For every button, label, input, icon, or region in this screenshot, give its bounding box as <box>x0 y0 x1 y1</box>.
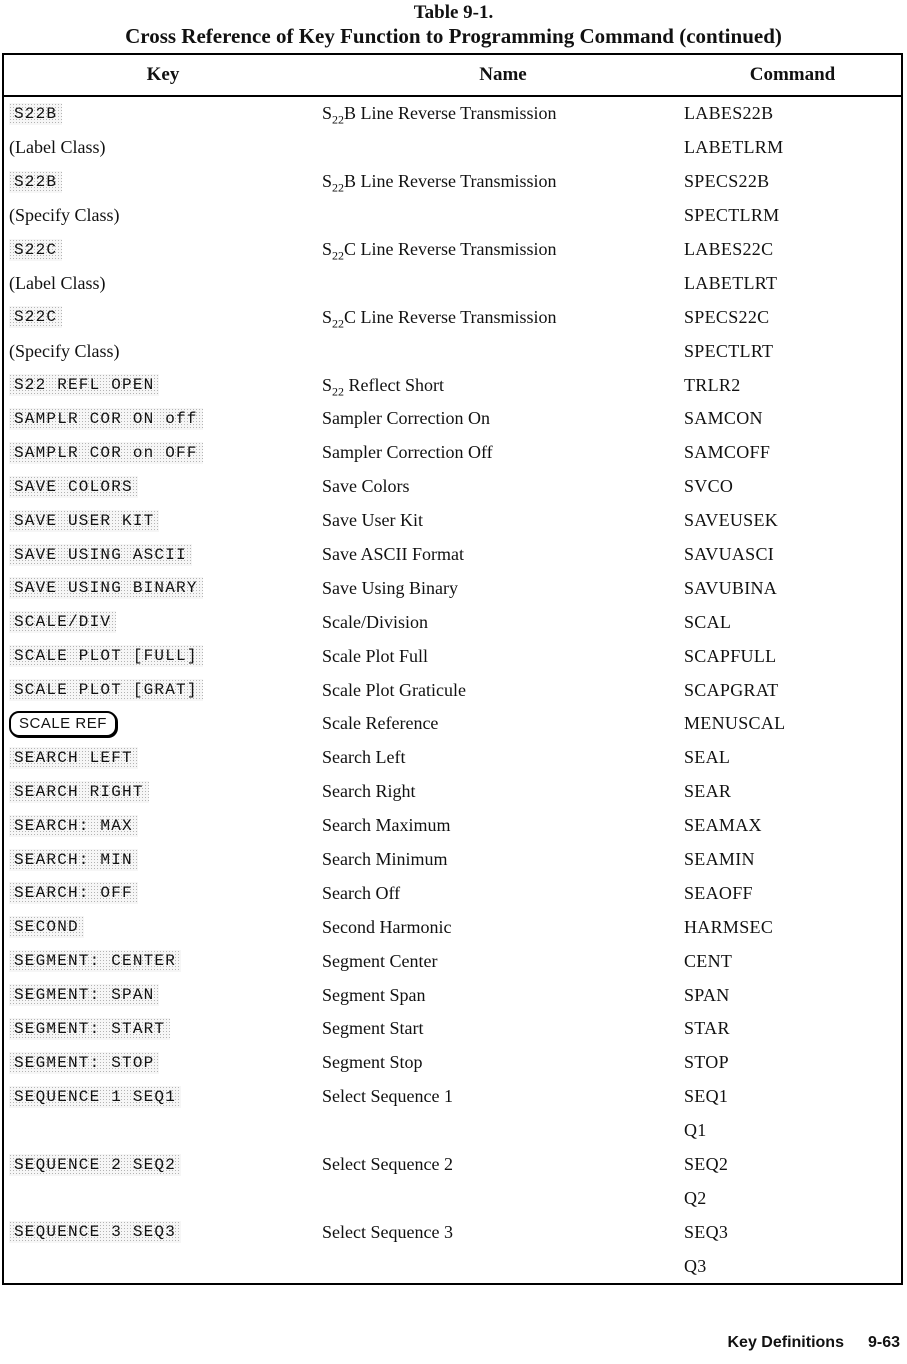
name-text: Select Sequence 1 <box>322 1086 453 1107</box>
key-label: SCALE/DIV <box>9 611 116 633</box>
footer-page-number: 9-63 <box>867 1334 900 1351</box>
key-cell <box>4 950 322 972</box>
key-cell <box>4 747 322 769</box>
table-row <box>4 266 901 300</box>
name-text: Segment Start <box>322 1018 424 1039</box>
table-row <box>4 843 901 877</box>
command-cell <box>684 781 901 802</box>
command-cell <box>684 646 901 667</box>
command-text: MENUSCAL <box>684 713 786 734</box>
page-footer <box>728 1334 901 1352</box>
key-label: SEGMENT: START <box>9 1018 170 1040</box>
key-cell <box>4 1018 322 1040</box>
command-cell <box>684 1052 901 1073</box>
name-text: S <box>322 306 333 327</box>
command-text: STOP <box>684 1052 729 1073</box>
key-cell <box>4 205 322 226</box>
key-cell <box>4 645 322 667</box>
name-text: Select Sequence 2 <box>322 1154 453 1175</box>
name-cell <box>322 883 684 904</box>
table-row <box>4 571 901 605</box>
name-cell <box>322 1052 684 1073</box>
command-cell <box>684 171 901 192</box>
name-cell <box>322 1222 684 1243</box>
column-header-command: Command <box>749 64 836 85</box>
command-cell <box>684 476 901 497</box>
key-label: SECOND <box>9 916 84 938</box>
name-text: Save Using Binary <box>322 577 458 598</box>
key-label: SEQUENCE 3 SEQ3 <box>9 1221 181 1243</box>
column-header-key: Key <box>146 64 180 85</box>
table-row <box>4 470 901 504</box>
footer-section-title: Key Definitions <box>727 1334 844 1351</box>
command-text: SEAL <box>684 747 731 768</box>
table-row <box>4 673 901 707</box>
name-text: Segment Span <box>322 984 426 1005</box>
command-text: SVCO <box>684 476 734 497</box>
name-cell <box>322 951 684 972</box>
key-cell <box>4 711 322 737</box>
name-cell <box>322 1018 684 1039</box>
cross-reference-table <box>2 53 903 1285</box>
name-cell <box>322 747 684 768</box>
name-text: Scale Plot Graticule <box>322 679 466 700</box>
name-text-post: C Line Reverse Transmission <box>344 239 557 259</box>
table-row <box>4 233 901 267</box>
command-text: SPAN <box>684 984 730 1005</box>
key-cell <box>4 611 322 633</box>
command-cell <box>684 747 901 768</box>
command-cell <box>684 1086 901 1107</box>
key-cell <box>4 1086 322 1108</box>
key-cell <box>4 408 322 430</box>
name-cell <box>322 476 684 497</box>
name-text: Search Maximum <box>322 815 451 836</box>
key-label: SEQUENCE 2 SEQ2 <box>9 1154 181 1176</box>
key-label: SAMPLR COR on OFF <box>9 442 203 464</box>
key-label: SAVE USER KIT <box>9 510 159 532</box>
key-label: SCALE PLOT [FULL] <box>9 645 203 667</box>
name-subscript: 22 <box>332 248 345 263</box>
command-cell <box>684 713 901 734</box>
key-label: SAMPLR COR ON off <box>9 408 203 430</box>
table-row <box>4 334 901 368</box>
table-row <box>4 368 901 402</box>
table-row <box>4 910 901 944</box>
name-cell <box>322 239 684 263</box>
command-cell <box>684 1256 901 1277</box>
key-label: (Label Class) <box>9 137 106 158</box>
command-text: Q2 <box>684 1187 707 1208</box>
command-text: SCAL <box>684 611 732 632</box>
command-text: SPECS22B <box>684 171 770 192</box>
table-row <box>4 1046 901 1080</box>
command-cell <box>684 273 901 294</box>
name-text: Search Minimum <box>322 849 448 870</box>
name-text-post: B Line Reverse Transmission <box>344 171 557 192</box>
name-text: Save Colors <box>322 476 410 497</box>
command-cell <box>684 408 901 429</box>
command-cell <box>684 239 901 260</box>
command-cell <box>684 307 901 328</box>
name-cell <box>322 985 684 1006</box>
command-text: SEQ1 <box>684 1086 729 1107</box>
command-cell <box>684 680 901 701</box>
name-text: Search Off <box>322 882 401 903</box>
table-row <box>4 97 901 131</box>
key-label: S22 REFL OPEN <box>9 374 159 396</box>
command-text: SEAR <box>684 781 732 802</box>
command-text: SCAPGRAT <box>684 679 779 700</box>
command-cell <box>684 1222 901 1243</box>
command-text: SEAOFF <box>684 882 753 903</box>
command-cell <box>684 815 901 836</box>
table-row <box>4 504 901 538</box>
table-row <box>4 300 901 334</box>
name-cell <box>322 103 684 128</box>
name-cell <box>322 849 684 870</box>
key-cell <box>4 849 322 871</box>
command-cell <box>684 985 901 1006</box>
command-text: SAMCON <box>684 408 763 429</box>
key-cell <box>4 341 322 362</box>
name-text-post: C Line Reverse Transmission <box>344 306 557 327</box>
command-text: SPECTLRT <box>684 340 774 361</box>
key-label: (Label Class) <box>9 272 106 293</box>
name-text: Segment Center <box>322 950 438 971</box>
command-text: CENT <box>684 950 733 971</box>
key-label: SCALE PLOT [GRAT] <box>9 679 203 701</box>
command-text: LABETLRM <box>684 137 784 158</box>
table-row <box>4 1249 901 1283</box>
table-row <box>4 165 901 199</box>
table-row <box>4 131 901 165</box>
command-text: SAVUASCI <box>684 544 775 565</box>
name-cell <box>322 612 684 633</box>
command-text: SEAMIN <box>684 849 755 870</box>
name-cell <box>322 1086 684 1107</box>
key-label: SEARCH LEFT <box>9 747 138 769</box>
table-row <box>4 1080 901 1114</box>
table-row <box>4 1148 901 1182</box>
command-text: LABES22B <box>684 103 774 124</box>
name-subscript: 22 <box>332 316 345 331</box>
command-text: STAR <box>684 1018 730 1039</box>
name-cell <box>322 374 684 399</box>
command-cell <box>684 442 901 463</box>
command-text: HARMSEC <box>684 916 774 937</box>
key-cell <box>4 577 322 599</box>
command-text: SPECS22C <box>684 306 770 327</box>
table-row <box>4 436 901 470</box>
key-cell <box>4 882 322 904</box>
command-text: SAMCOFF <box>684 442 771 463</box>
table-row <box>4 1012 901 1046</box>
name-subscript: 22 <box>332 384 345 399</box>
command-text: SAVEUSEK <box>684 510 779 531</box>
key-label: SEGMENT: SPAN <box>9 984 159 1006</box>
command-cell <box>684 1154 901 1175</box>
name-cell <box>322 544 684 565</box>
command-cell <box>684 1018 901 1039</box>
key-cell <box>4 442 322 464</box>
key-cell <box>4 476 322 498</box>
name-text: S <box>322 239 333 259</box>
command-cell <box>684 341 901 362</box>
key-label: SEARCH: MIN <box>9 849 138 871</box>
name-cell <box>322 442 684 463</box>
name-text: Save ASCII Format <box>322 544 464 565</box>
name-cell <box>322 510 684 531</box>
command-cell <box>684 1188 901 1209</box>
command-text: Q3 <box>684 1255 707 1276</box>
command-text: SEQ2 <box>684 1154 729 1175</box>
name-text: S <box>322 374 333 395</box>
key-cell <box>4 374 322 396</box>
key-label: SCALE REF <box>9 711 117 737</box>
command-cell <box>684 849 901 870</box>
table-row <box>4 944 901 978</box>
name-text: Scale Reference <box>322 713 439 734</box>
name-text-post: B Line Reverse Transmission <box>344 103 557 124</box>
key-label: (Specify Class) <box>9 340 120 361</box>
name-cell <box>322 917 684 938</box>
command-cell <box>684 544 901 565</box>
key-label: SEGMENT: CENTER <box>9 950 181 972</box>
command-cell <box>684 103 901 124</box>
key-cell <box>4 239 322 261</box>
name-subscript: 22 <box>332 180 345 195</box>
key-label: SEGMENT: STOP <box>9 1052 159 1074</box>
command-text: SPECTLRM <box>684 205 780 226</box>
command-cell <box>684 1120 901 1141</box>
key-label: SAVE USING ASCII <box>9 544 192 566</box>
column-header-name: Name <box>479 64 527 85</box>
name-cell <box>322 781 684 802</box>
name-text: S <box>322 103 333 124</box>
key-label: SEARCH: OFF <box>9 882 138 904</box>
table-row <box>4 809 901 843</box>
key-cell <box>4 510 322 532</box>
name-cell <box>322 815 684 836</box>
table-title <box>0 2 907 49</box>
key-cell <box>4 679 322 701</box>
key-label: S22C <box>9 239 62 261</box>
command-cell <box>684 578 901 599</box>
name-text: Save User Kit <box>322 510 423 531</box>
table-row <box>4 639 901 673</box>
command-cell <box>684 205 901 226</box>
command-text: TRLR2 <box>684 374 741 395</box>
key-label: SAVE COLORS <box>9 476 138 498</box>
command-cell <box>684 137 901 158</box>
table-row <box>4 402 901 436</box>
table-row <box>4 876 901 910</box>
name-cell <box>322 713 684 734</box>
key-cell <box>4 1154 322 1176</box>
key-cell <box>4 306 322 328</box>
key-cell <box>4 137 322 158</box>
command-text: SCAPFULL <box>684 645 777 666</box>
key-cell <box>4 916 322 938</box>
name-text: Scale/Division <box>322 611 428 632</box>
table-row <box>4 707 901 741</box>
name-subscript: 22 <box>332 113 345 128</box>
name-text: Scale Plot Full <box>322 645 429 666</box>
key-label: S22C <box>9 306 62 328</box>
command-cell <box>684 510 901 531</box>
key-cell <box>4 1221 322 1243</box>
command-text: SEAMAX <box>684 815 762 836</box>
command-text: SAVUBINA <box>684 577 778 598</box>
table-row <box>4 741 901 775</box>
table-caption: Cross Reference of Key Function to Programming Command (continued) <box>125 24 782 48</box>
table-row <box>4 199 901 233</box>
key-label: SEARCH: MAX <box>9 815 138 837</box>
table-row <box>4 775 901 809</box>
key-label: (Specify Class) <box>9 205 120 226</box>
key-cell <box>4 1052 322 1074</box>
table-row <box>4 978 901 1012</box>
command-cell <box>684 883 901 904</box>
name-cell <box>322 646 684 667</box>
key-cell <box>4 103 322 125</box>
name-cell <box>322 171 684 195</box>
key-label: SEARCH RIGHT <box>9 781 149 803</box>
table-row <box>4 1215 901 1249</box>
command-text: LABES22C <box>684 239 774 259</box>
name-cell <box>322 578 684 599</box>
command-text: LABETLRT <box>684 272 778 293</box>
key-label: S22B <box>9 103 62 125</box>
name-text: Sampler Correction Off <box>322 442 493 463</box>
name-cell <box>322 1154 684 1175</box>
table-header-row <box>4 55 901 97</box>
name-cell <box>322 306 684 331</box>
key-cell <box>4 781 322 803</box>
name-text: Select Sequence 3 <box>322 1221 453 1242</box>
table-body <box>4 97 901 1283</box>
name-cell <box>322 680 684 701</box>
name-text: Search Right <box>322 781 416 802</box>
table-row <box>4 1114 901 1148</box>
key-label: SAVE USING BINARY <box>9 577 203 599</box>
key-label: SEQUENCE 1 SEQ1 <box>9 1086 181 1108</box>
key-cell <box>4 544 322 566</box>
table-row <box>4 1182 901 1216</box>
table-row <box>4 605 901 639</box>
name-text: Sampler Correction On <box>322 408 490 429</box>
command-text: SEQ3 <box>684 1221 729 1242</box>
key-label: S22B <box>9 171 62 193</box>
table-number: Table 9-1. <box>413 2 494 23</box>
name-text: Second Harmonic <box>322 916 452 937</box>
key-cell <box>4 171 322 193</box>
command-text: Q1 <box>684 1120 707 1141</box>
table-row <box>4 538 901 572</box>
command-cell <box>684 917 901 938</box>
key-cell <box>4 273 322 294</box>
name-text: Search Left <box>322 747 406 768</box>
name-text: S <box>322 171 333 192</box>
command-cell <box>684 375 901 396</box>
command-cell <box>684 612 901 633</box>
command-cell <box>684 951 901 972</box>
name-text: Segment Stop <box>322 1052 423 1073</box>
key-cell <box>4 815 322 837</box>
name-cell <box>322 408 684 429</box>
key-cell <box>4 984 322 1006</box>
name-text-post: Reflect Short <box>344 374 444 395</box>
